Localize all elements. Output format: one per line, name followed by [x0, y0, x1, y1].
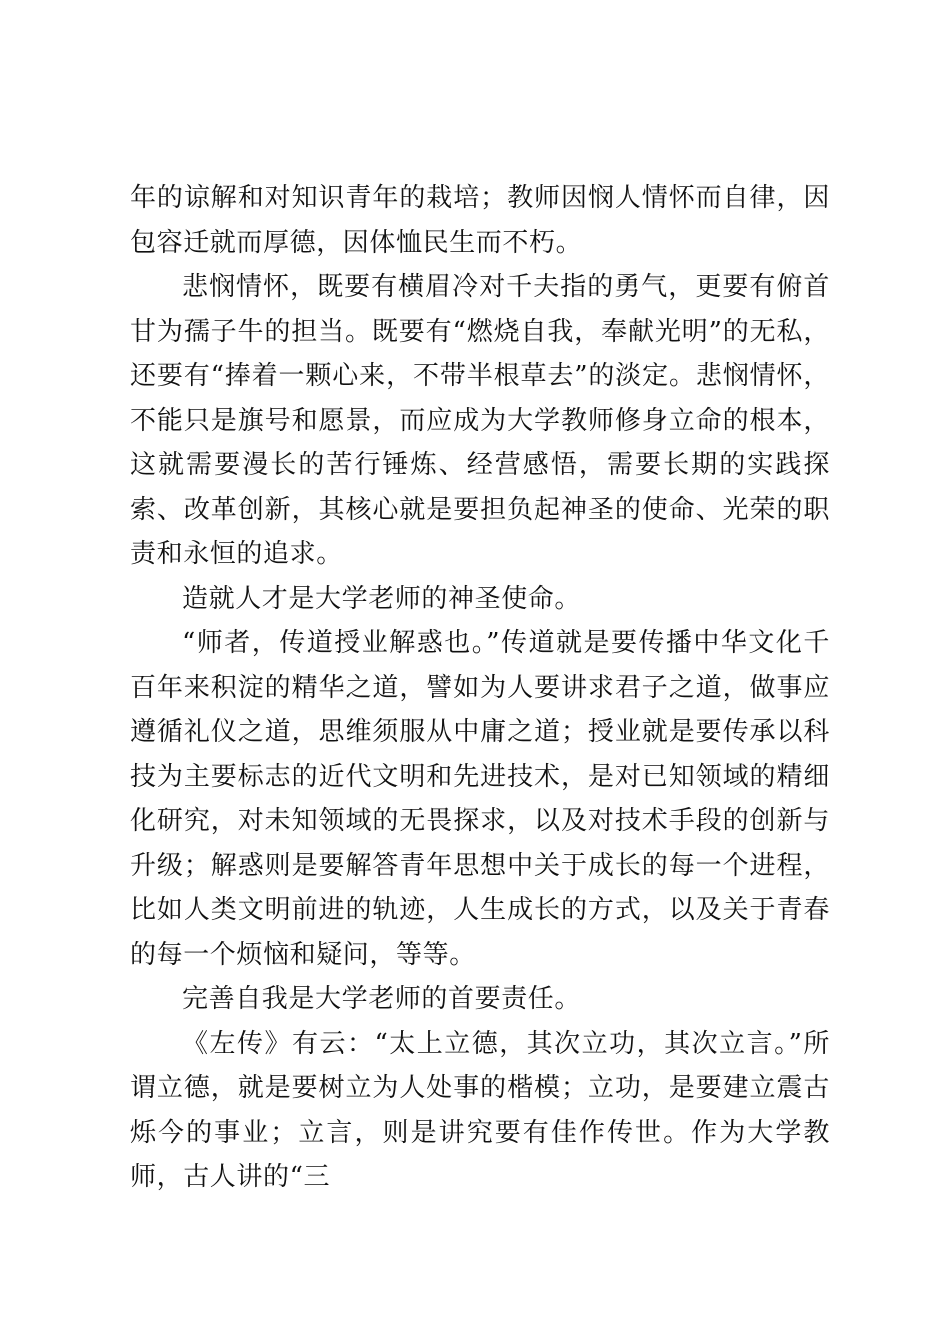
paragraph-2: 悲悯情怀，既要有横眉冷对千夫指的勇气，更要有俯首甘为孺子牛的担当。既要有“燃烧自我，奉献光明”的无私，还要有“捧着一颗心来，不带半根草去”的淡定。悲悯情怀，不能只是旗号和愿景，而应成为大学教师修身立命的根本，这就需要漫长的苦行锤炼、经营感悟，需要长期的实践探索、改革创新，其核心就是要担负起神圣的使命、光荣的职责和永恒的追求。: [130, 272, 830, 569]
paragraph-3-heading: 造就人才是大学老师的神圣使命。: [182, 583, 582, 614]
paragraph-1: 年的谅解和对知识青年的栽培；教师因悯人情怀而自律，因包容迁就而厚德，因体恤民生而不朽。: [130, 183, 830, 258]
paragraph-5-heading: 完善自我是大学老师的首要责任。: [182, 984, 582, 1014]
paragraph-4: “师者，传道授业解惑也。”传道就是要传播中华文化千百年来积淀的精华之道，譬如为人要讲求君子之道，做事应遵循礼仪之道，思维须服从中庸之道；授业就是要传承以科技为主要标志的近代文明和先进技术，是对已知领域的精细化研究，对未知领域的无畏探求，以及对技术手段的创新与升级；解惑则是要解答青年思想中关于成长的每一个进程，比如人类文明前进的轨迹，人生成长的方式，以及关于青春的每一个烦恼和疑问，等等。: [130, 628, 830, 970]
paragraph-6: 《左传》有云：“太上立德，其次立功，其次立言。”所谓立德，就是要树立为人处事的楷模；立功，是要建立震古烁今的事业；立言，则是讲究要有佳作传世。作为大学教师，古人讲的“三: [130, 1028, 830, 1192]
document-body: [130, 176, 830, 1200]
